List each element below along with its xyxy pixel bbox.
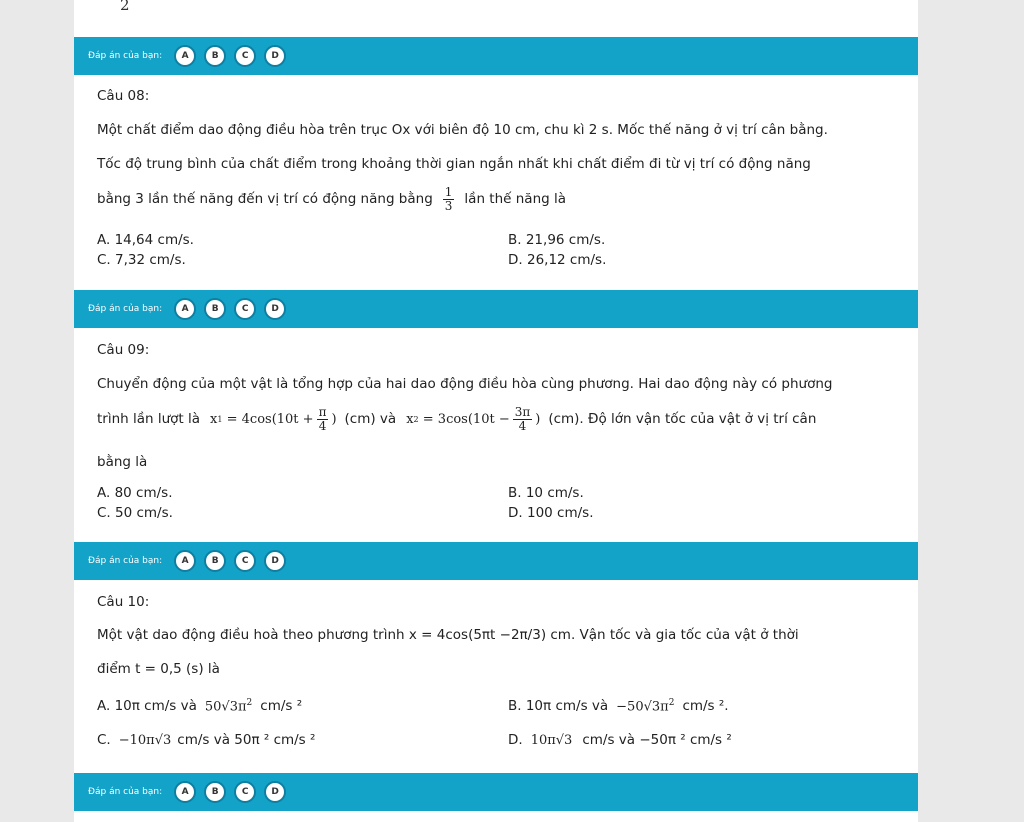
answer-bar-label: Đáp án của bạn: xyxy=(88,304,163,314)
answer-bar-q08 xyxy=(74,290,918,328)
option-a-button[interactable]: A xyxy=(174,550,196,572)
question-10-answer-a xyxy=(97,698,302,714)
x1-subscript: 1 xyxy=(217,414,223,424)
option-b-button[interactable]: B xyxy=(204,45,226,67)
question-10-answer-d xyxy=(508,732,732,748)
option-a-button[interactable]: A xyxy=(174,45,196,67)
question-09-unit1: (cm) và xyxy=(344,411,397,428)
answer-bar-label: Đáp án của bạn: xyxy=(88,51,163,61)
answer-bar-label: Đáp án của bạn: xyxy=(88,556,163,566)
option-c-button[interactable]: C xyxy=(234,781,256,803)
option-b-button[interactable]: B xyxy=(204,298,226,320)
question-10-title: Câu 10: xyxy=(97,594,150,610)
question-09-text-line3: bằng là xyxy=(97,454,148,470)
answer-bar-q10 xyxy=(74,773,918,811)
fraction-one-third xyxy=(443,186,455,212)
option-a-button[interactable]: A xyxy=(174,298,196,320)
answer-b-math-exponent: 2 xyxy=(668,698,675,708)
page-fragment-number: 2 xyxy=(120,0,130,14)
option-d-button[interactable]: D xyxy=(264,45,286,67)
fraction-denominator: 3 xyxy=(444,198,453,213)
answer-d-prefix: D. xyxy=(508,732,523,748)
x1-expression: = 4cos(10t + xyxy=(222,411,314,427)
x2-subscript: 2 xyxy=(413,414,419,424)
option-d-button[interactable]: D xyxy=(264,550,286,572)
question-10-answer-c xyxy=(97,732,315,748)
question-08-title: Câu 08: xyxy=(97,88,150,104)
answer-bar-q07 xyxy=(74,37,918,75)
fraction-pi-over-4 xyxy=(317,406,329,432)
answer-d-math: 10π√3 xyxy=(530,732,573,748)
equation-x2 xyxy=(406,406,540,432)
option-b-button[interactable]: B xyxy=(204,781,226,803)
fraction-3pi-over-4 xyxy=(513,406,533,432)
question-09-line2-part1: trình lần lượt là xyxy=(97,411,201,428)
answer-bar-q09 xyxy=(74,542,918,580)
answer-b-math xyxy=(616,698,674,714)
question-08-text-line2: Tốc độ trung bình của chất điểm trong khoảng thời gian ngắn nhất khi chất điểm đi từ vị trí có động năng xyxy=(97,156,811,172)
question-08-line3-part1: bằng 3 lần thế năng đến vị trí có động năng bằng xyxy=(97,191,433,208)
question-09-answer-c: C. 50 cm/s. xyxy=(97,505,173,521)
answer-a-math-value: 50√3π xyxy=(204,699,247,715)
option-c-button[interactable]: C xyxy=(234,298,256,320)
answer-d-suffix: cm/s và −50π ² cm/s ² xyxy=(582,732,732,748)
option-d-button[interactable]: D xyxy=(264,298,286,320)
answer-a-math xyxy=(205,698,252,714)
question-09-answer-d: D. 100 cm/s. xyxy=(508,505,594,521)
fraction-denominator: 4 xyxy=(518,418,527,433)
question-09-answer-b: B. 10 cm/s. xyxy=(508,485,584,501)
question-09-line2-part2: (cm). Độ lớn vận tốc của vật ở vị trí cân xyxy=(548,411,817,428)
question-08-text-line3 xyxy=(97,186,566,212)
question-08-answer-a: A. 14,64 cm/s. xyxy=(97,232,194,248)
question-09-text-line2 xyxy=(97,406,816,432)
question-08-answer-c: C. 7,32 cm/s. xyxy=(97,252,186,268)
equation-x1 xyxy=(210,406,336,432)
option-c-button[interactable]: C xyxy=(234,550,256,572)
fraction-denominator: 4 xyxy=(318,418,327,433)
question-10-answer-b xyxy=(508,698,729,714)
question-08-answer-d: D. 26,12 cm/s. xyxy=(508,252,607,268)
question-08-text-line1: Một chất điểm dao động điều hòa trên trục Ox với biên độ 10 cm, chu kì 2 s. Mốc thế năng ở vị trí cân bằng. xyxy=(97,122,828,138)
x1-close-paren: ) xyxy=(331,411,337,427)
answer-c-prefix: C. xyxy=(97,732,111,748)
answer-a-suffix: cm/s ² xyxy=(260,698,303,715)
fraction-numerator: 3π xyxy=(514,405,531,419)
x2-close-paren: ) xyxy=(535,411,541,427)
option-a-button[interactable]: A xyxy=(174,781,196,803)
option-c-button[interactable]: C xyxy=(234,45,256,67)
fraction-numerator: π xyxy=(318,405,327,419)
answer-b-prefix: B. 10π cm/s và xyxy=(508,698,609,715)
x2-symbol: x xyxy=(406,411,414,427)
x1-symbol: x xyxy=(210,411,218,427)
question-10-text-line1: Một vật dao động điều hoà theo phương trình x = 4cos(5πt −2π/3) cm. Vận tốc và gia tốc của vật ở thời xyxy=(97,627,799,643)
question-08-line3-part2: lần thế năng là xyxy=(464,191,567,208)
answer-c-math: −10π√3 xyxy=(118,732,172,748)
answer-a-math-exponent: 2 xyxy=(246,698,253,708)
question-09-text-line1: Chuyển động của một vật là tổng hợp của hai dao động điều hòa cùng phương. Hai dao động này có phương xyxy=(97,376,833,392)
fraction-numerator: 1 xyxy=(444,185,453,199)
question-09-answer-a: A. 80 cm/s. xyxy=(97,485,173,501)
option-b-button[interactable]: B xyxy=(204,550,226,572)
answer-b-math-value: −50√3π xyxy=(616,699,669,715)
question-10-text-line2: điểm t = 0,5 (s) là xyxy=(97,661,220,677)
answer-b-suffix: cm/s ². xyxy=(682,698,729,715)
question-09-title: Câu 09: xyxy=(97,342,150,358)
answer-bar-label: Đáp án của bạn: xyxy=(88,787,163,797)
option-d-button[interactable]: D xyxy=(264,781,286,803)
question-08-answer-b: B. 21,96 cm/s. xyxy=(508,232,606,248)
answer-a-prefix: A. 10π cm/s và xyxy=(97,698,197,715)
x2-expression: = 3cos(10t − xyxy=(418,411,510,427)
answer-c-suffix: cm/s và 50π ² cm/s ² xyxy=(177,732,316,748)
